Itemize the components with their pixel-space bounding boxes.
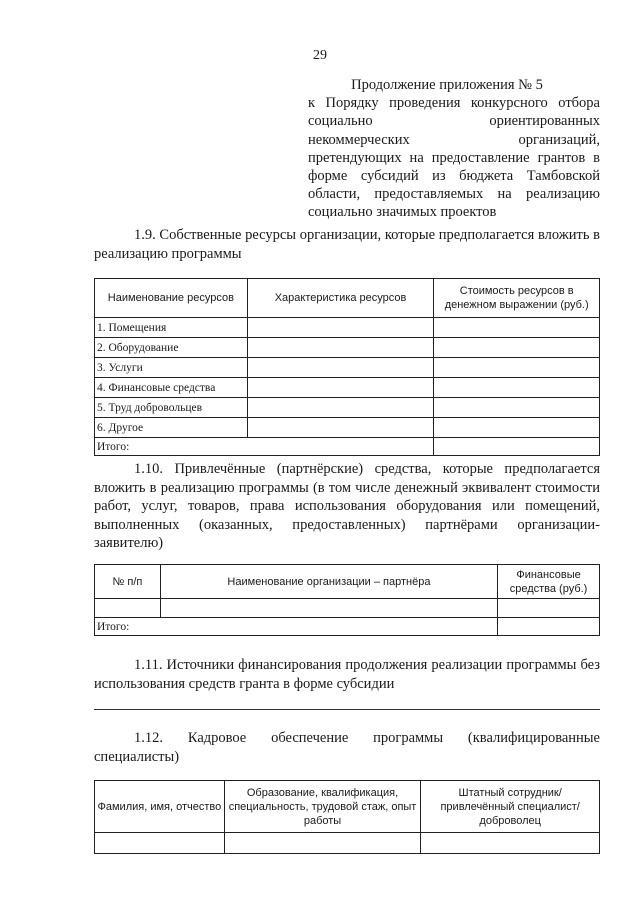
partners-table (94, 564, 600, 636)
section-1-11-body: 1.11. Источники финансирования продолжения реализации программы без использования средств гранта в форме субсидии (94, 657, 600, 692)
table-cell[interactable] (247, 358, 434, 378)
table-cell[interactable] (95, 833, 225, 854)
section-1-9-body: 1.9. Собственные ресурсы организации, которые предполагается вложить в реализацию программы (94, 227, 600, 262)
table-header: Наименование ресурсов (95, 279, 248, 318)
table-row-label: 1. Помещения (95, 318, 248, 338)
table-cell[interactable] (247, 398, 434, 418)
appendix-line: к Порядку проведения конкурсного отбора (308, 95, 600, 112)
page-number: 29 (313, 48, 327, 63)
table-cell[interactable] (421, 833, 600, 854)
section-1-12-body: 1.12. Кадровое обеспечение программы (квалифицированные специалисты) (94, 730, 600, 765)
table-cell[interactable] (160, 599, 497, 618)
table-cell[interactable] (498, 599, 600, 618)
table-header: Штатный сотрудник/ привлечённый специалист/ доброволец (421, 781, 600, 833)
table-cell[interactable] (434, 338, 600, 358)
table-row-label: 6. Другое (95, 418, 248, 438)
table-cell[interactable] (247, 378, 434, 398)
appendix-line: претендующих на предоставление грантов в (308, 149, 600, 166)
table-header: Наименование организации – партнёра (160, 565, 497, 599)
appendix-line: области, предоставляемых на реализацию (308, 186, 600, 203)
table-cell[interactable] (434, 418, 600, 438)
table-cell[interactable] (434, 398, 600, 418)
table-header: Стоимость ресурсов в денежном выражении (руб.) (434, 279, 600, 318)
table-cell[interactable] (95, 599, 161, 618)
table-header: Фамилия, имя, отчество (95, 781, 225, 833)
table-row-label: 5. Труд добровольцев (95, 398, 248, 418)
appendix-line: некоммерческих организаций, (308, 131, 600, 148)
table-cell[interactable] (434, 318, 600, 338)
table-row-label: 2. Оборудование (95, 338, 248, 358)
table-row-label: 4. Финансовые средства (95, 378, 248, 398)
section-1-12-text (94, 729, 600, 766)
table-header: № п/п (95, 565, 161, 599)
table-total-label: Итого: (95, 438, 434, 456)
table-cell[interactable] (247, 318, 434, 338)
staff-table (94, 780, 600, 854)
table-cell[interactable] (434, 378, 600, 398)
appendix-line: социально ориентированных (308, 113, 600, 130)
table-header: Характеристика ресурсов (247, 279, 434, 318)
table-cell[interactable] (247, 338, 434, 358)
table-row-label: 3. Услуги (95, 358, 248, 378)
fill-in-line[interactable] (94, 709, 600, 710)
appendix-line: социально значимых проектов (308, 204, 497, 221)
table-total-label: Итого: (95, 618, 498, 636)
table-cell[interactable] (224, 833, 421, 854)
appendix-line: форме субсидий из бюджета Тамбовской (308, 168, 600, 185)
section-1-9-text (94, 226, 600, 263)
resources-table (94, 278, 600, 456)
section-1-11-text (94, 656, 600, 693)
table-cell[interactable] (498, 618, 600, 636)
appendix-header (308, 76, 600, 222)
section-1-10-text (94, 460, 600, 553)
appendix-title: Продолжение приложения № 5 (351, 77, 543, 93)
table-cell[interactable] (434, 438, 600, 456)
table-cell[interactable] (247, 418, 434, 438)
section-1-10-body: 1.10. Привлечённые (партнёрские) средства, которые предполагается вложить в реализацию программы (в том числе денежный эквивалент стоимости работ, услуг, товаров, права использования оборудования или помещений, выполненных (оказанных, предоставленных) партнёрами организации-заявителю) (94, 461, 600, 552)
table-header: Образование, квалификация, специальность, трудовой стаж, опыт работы (224, 781, 421, 833)
table-header: Финансовые средства (руб.) (498, 565, 600, 599)
table-cell[interactable] (434, 358, 600, 378)
